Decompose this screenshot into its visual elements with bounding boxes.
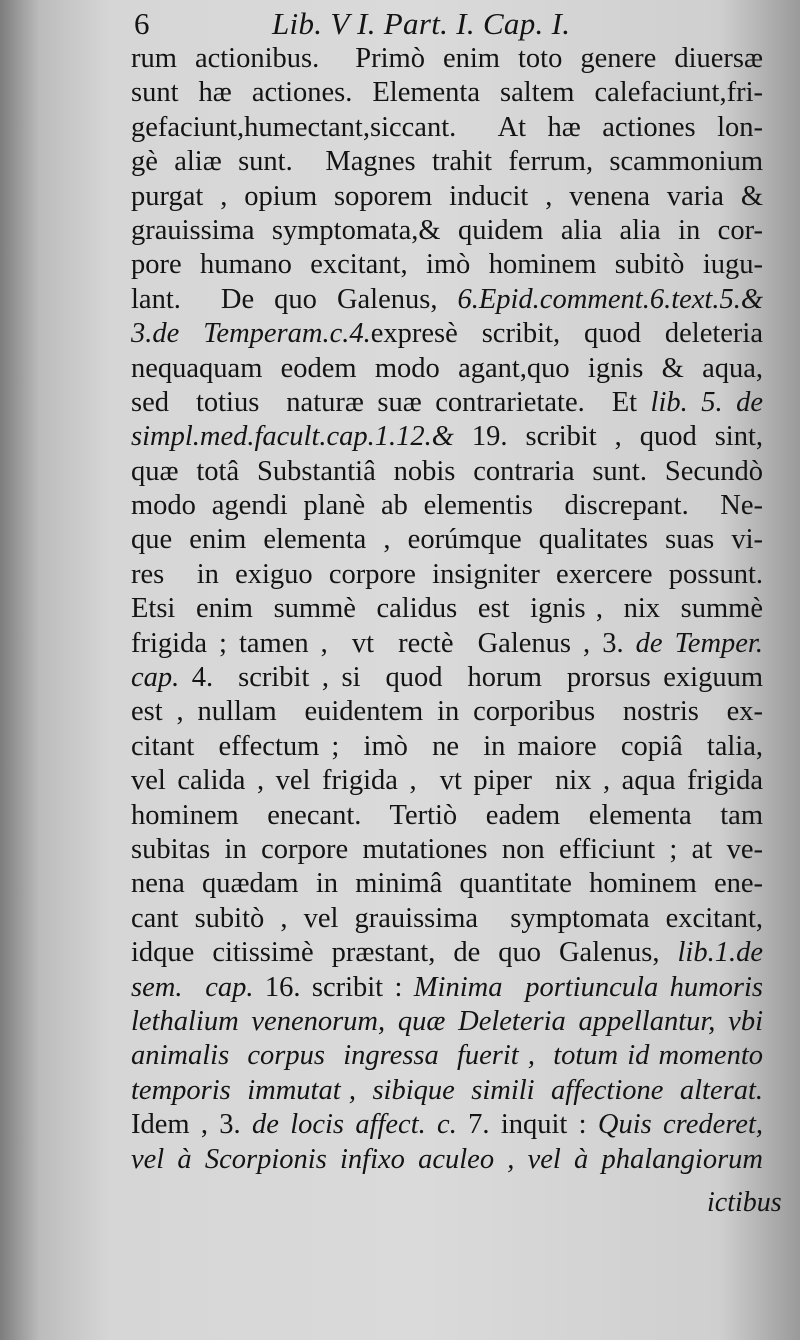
text-line — [131, 1005, 763, 1039]
text-line — [131, 214, 763, 248]
text-segment: pore humano excitant, imò hominem subitò iugu- — [131, 249, 763, 281]
text-segment: 7. inquit : — [456, 1109, 598, 1141]
italic-text-segment: 6.Epid.comment.6.text.5.& — [457, 283, 763, 315]
text-segment: citant effectum ; imò ne in maiore copiâ talia, — [131, 730, 763, 762]
text-segment: Etsi enim summè calidus est ignis , nix summè — [131, 593, 763, 625]
text-segment: res in exiguo corpore insigniter exercere possunt. — [131, 558, 763, 590]
text-segment: grauissima symptomata,& quidem alia alia in cor- — [131, 214, 763, 246]
italic-text-segment: Quis crederet, — [597, 1109, 763, 1141]
text-segment: Idem , 3. — [131, 1109, 252, 1141]
text-segment: gè aliæ sunt. Magnes trahit ferrum, scammonium — [131, 146, 763, 178]
text-segment: idque citissimè præstant, de quo Galenus, — [131, 937, 678, 969]
text-line — [131, 730, 763, 764]
text-segment: sed totius naturæ suæ contrarietate. Et — [131, 386, 651, 418]
text-segment: rum actionibus. Primò enim toto genere diuersæ — [131, 43, 763, 74]
italic-text-segment: lib. 5. de — [650, 386, 763, 418]
text-line — [131, 386, 763, 420]
italic-text-segment: de Temper. — [635, 627, 763, 659]
text-line — [131, 627, 763, 661]
italic-text-segment: sem. cap. — [131, 971, 254, 1003]
text-line — [131, 420, 763, 454]
text-line — [131, 1143, 763, 1177]
text-line — [131, 248, 763, 282]
italic-text-segment: vel à Scorpionis infixo aculeo , vel à phalangiorum — [131, 1143, 763, 1175]
text-line — [131, 145, 763, 179]
italic-text-segment: temporis immutat , sibique simili affectione alterat. — [131, 1074, 763, 1106]
text-line — [131, 76, 763, 110]
text-segment: est , nullam euidentem in corporibus nostris ex- — [131, 696, 763, 728]
text-line — [131, 283, 763, 317]
text-line — [131, 558, 763, 592]
text-segment: nena quædam in minimâ quantitate hominem ene- — [131, 868, 763, 900]
italic-text-segment: de locis affect. c. — [251, 1109, 457, 1141]
page-header — [134, 4, 774, 44]
text-line — [131, 1074, 763, 1108]
text-segment: que enim elementa , eorúmque qualitates suas vi- — [131, 524, 763, 556]
text-line — [131, 523, 763, 557]
text-segment: 19. scribit , quod sint, — [471, 421, 763, 453]
text-line — [131, 352, 763, 386]
text-line — [131, 833, 763, 867]
body-text — [131, 42, 763, 1177]
text-line — [131, 971, 763, 1005]
text-segment: nequaquam eodem modo agant,quo ignis & aqua, — [131, 352, 763, 384]
italic-text-segment: Minima portiuncula humoris — [413, 971, 763, 1003]
text-segment: hominem enecant. Tertiò eadem elementa tam — [131, 799, 763, 831]
text-line — [131, 592, 763, 626]
text-line — [131, 661, 763, 695]
text-segment: vel calida , vel frigida , vt piper nix , aqua frigida — [131, 765, 763, 797]
text-segment: subitas in corpore mutationes non efficiunt ; at ve- — [131, 833, 763, 865]
italic-text-segment: simpl.med.facult.cap.1.12.& — [131, 421, 472, 453]
text-segment: modo agendi planè ab elementis discrepant. Ne- — [131, 490, 763, 522]
italic-text-segment: cap. — [131, 662, 180, 694]
text-segment: frigida ; tamen , vt rectè Galenus , 3. — [131, 627, 636, 659]
text-segment: sunt hæ actiones. Elementa saltem calefaciunt,fri- — [131, 77, 763, 109]
text-line — [131, 111, 763, 145]
text-segment: 16. scribit : — [253, 971, 414, 1003]
text-segment: cant subitò , vel grauissima symptomata excitant, — [131, 902, 763, 934]
text-line — [131, 695, 763, 729]
text-line — [131, 317, 763, 351]
italic-text-segment: animalis corpus ingressa fuerit , totum id momento — [131, 1040, 763, 1072]
italic-text-segment: 3.de Temperam.c.4. — [131, 318, 371, 350]
text-segment: lant. De quo Galenus, — [131, 283, 458, 315]
text-segment: quæ totâ Substantiâ nobis contraria sunt. Secundò — [131, 455, 763, 487]
catchword: ictibus — [707, 1187, 782, 1218]
text-line — [131, 799, 763, 833]
text-line — [131, 455, 763, 489]
text-segment: 4. scribit , si quod horum prorsus exiguum — [179, 662, 763, 694]
text-line — [131, 180, 763, 214]
text-segment: purgat , opium soporem inducit , venena varia & — [131, 180, 763, 212]
text-segment: expresè scribit, quod deleteria — [370, 318, 763, 350]
text-line — [131, 42, 763, 76]
text-line — [131, 902, 763, 936]
text-segment: gefaciunt,humectant,siccant. At hæ actiones lon- — [131, 111, 763, 143]
page-number: 6 — [134, 6, 150, 41]
text-line — [131, 1108, 763, 1142]
italic-text-segment: lib.1.de — [677, 937, 763, 969]
text-line — [131, 489, 763, 523]
running-head: Lib. V I. Part. I. Cap. I. — [272, 6, 571, 41]
text-line — [131, 764, 763, 798]
text-line — [131, 867, 763, 901]
text-line — [131, 936, 763, 970]
text-line — [131, 1039, 763, 1073]
italic-text-segment: lethalium venenorum, quæ Deleteria appellantur, vbi — [131, 1005, 763, 1037]
